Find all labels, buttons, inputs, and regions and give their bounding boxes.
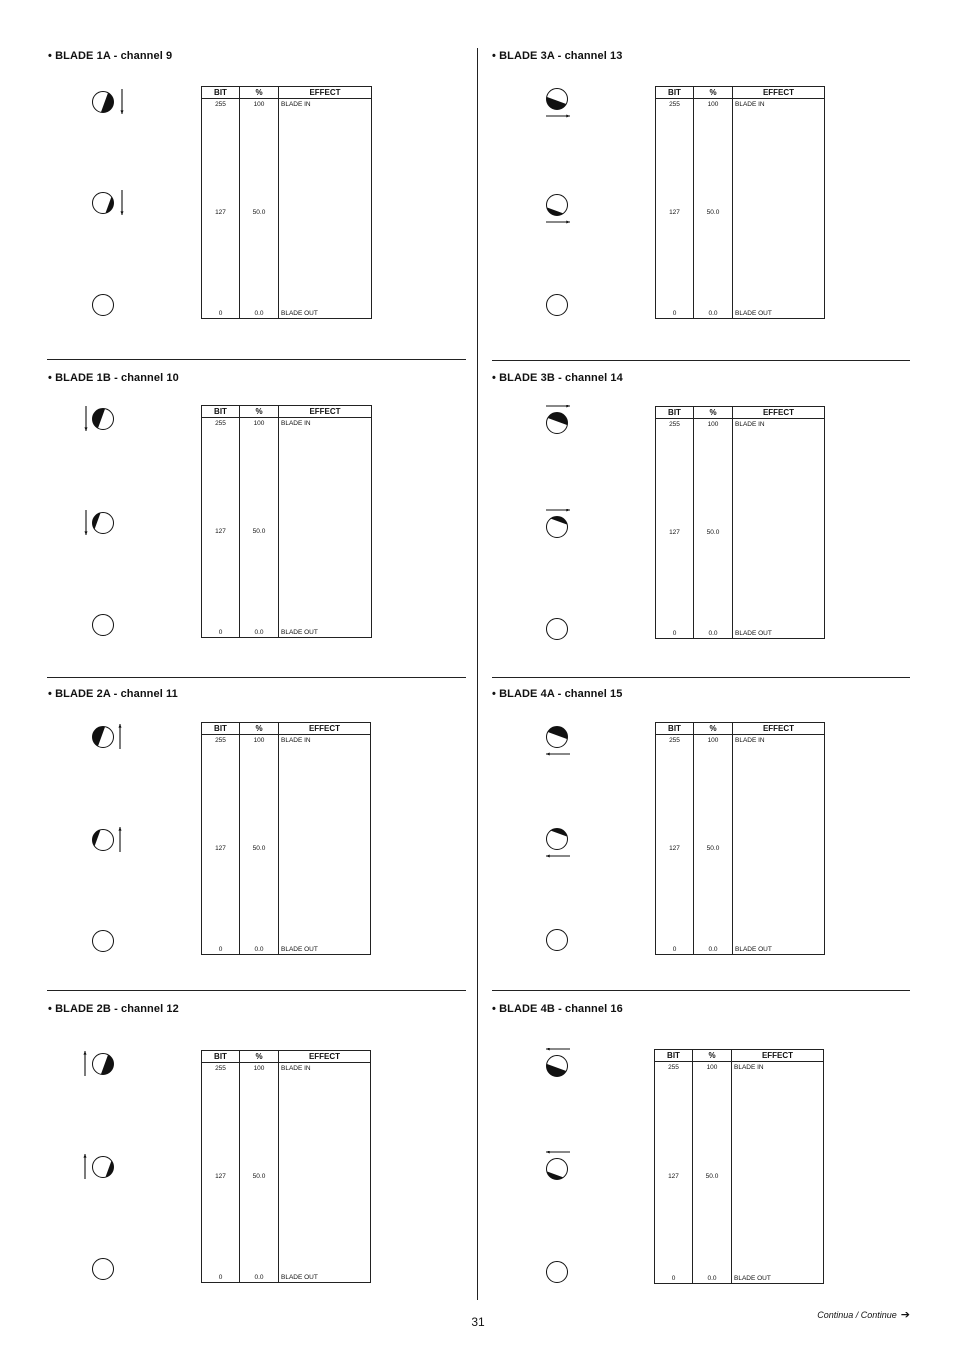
bit-value: 255 [202, 99, 240, 209]
percent-value: 100 [240, 99, 279, 209]
percent-value: 100 [694, 419, 733, 529]
blade-2b-full-icon [83, 1046, 125, 1084]
bit-value: 255 [656, 99, 694, 209]
effect-header: EFFECT [732, 1050, 824, 1062]
column-divider [477, 48, 478, 1300]
blade-1a-half-icon [83, 185, 125, 223]
blade-2a-full-icon [83, 719, 125, 757]
effect-value: BLADE IN [732, 1062, 824, 1173]
percent-value: 50.0 [694, 845, 733, 945]
bit-value: 127 [202, 528, 240, 628]
section-title: • BLADE 4A - channel 15 [492, 688, 623, 700]
section-divider [492, 360, 910, 361]
effect-value: BLADE OUT [732, 1274, 824, 1284]
table-row [202, 309, 372, 319]
blade-3b-half-icon [537, 509, 579, 547]
effect-value [733, 209, 825, 309]
percent-value: 0.0 [694, 309, 733, 319]
table-row [656, 945, 825, 955]
effect-header: EFFECT [279, 1051, 371, 1063]
bit-header: BIT [656, 407, 694, 419]
table-row [655, 1274, 824, 1284]
percent-value: 50.0 [240, 209, 279, 309]
bit-value: 127 [656, 845, 694, 945]
effect-value [732, 1173, 824, 1274]
table-row [202, 735, 371, 845]
percent-value: 0.0 [694, 629, 733, 639]
continue-link[interactable] [817, 1308, 910, 1321]
effect-value: BLADE OUT [279, 1273, 371, 1283]
section-title: • BLADE 1B - channel 10 [48, 372, 179, 384]
effect-header: EFFECT [733, 723, 825, 735]
bit-value: 0 [202, 945, 240, 955]
effect-header: EFFECT [279, 87, 372, 99]
percent-value: 50.0 [693, 1173, 732, 1274]
bit-value: 0 [656, 309, 694, 319]
effect-value: BLADE IN [279, 735, 371, 845]
effect-value [279, 1173, 371, 1273]
percent-header: % [240, 723, 279, 735]
percent-header: % [694, 723, 733, 735]
percent-value: 0.0 [240, 309, 279, 319]
bit-header: BIT [202, 406, 240, 418]
percent-value: 100 [240, 418, 279, 528]
effect-value: BLADE OUT [733, 629, 825, 639]
percent-header: % [240, 406, 279, 418]
table-row [202, 628, 372, 638]
effect-value: BLADE IN [279, 1063, 371, 1173]
bit-value: 0 [655, 1274, 693, 1284]
effect-value: BLADE OUT [279, 945, 371, 955]
table-row [656, 309, 825, 319]
effect-value [279, 528, 372, 628]
blade-2a-half-icon [83, 822, 125, 860]
blade-1b-half-icon [83, 505, 125, 543]
table-row [656, 99, 825, 209]
bit-value: 0 [202, 1273, 240, 1283]
bit-value: 255 [655, 1062, 693, 1173]
blade-4b-full-icon [537, 1048, 579, 1086]
percent-value: 50.0 [240, 1173, 279, 1273]
percent-value: 50.0 [694, 209, 733, 309]
blade-open-icon [83, 923, 125, 961]
right-arrow-icon: ➔ [900, 1309, 910, 1321]
dmx-table [201, 722, 371, 955]
percent-value: 0.0 [694, 945, 733, 955]
dmx-table [201, 86, 372, 319]
blade-open-icon [83, 287, 125, 325]
percent-value: 50.0 [240, 845, 279, 945]
bit-header: BIT [202, 723, 240, 735]
percent-value: 100 [694, 99, 733, 209]
bit-value: 0 [656, 945, 694, 955]
percent-header: % [240, 1051, 279, 1063]
table-row [202, 99, 372, 209]
table-row [656, 209, 825, 309]
table-row [202, 1173, 371, 1273]
effect-value: BLADE OUT [733, 945, 825, 955]
effect-value: BLADE IN [733, 735, 825, 845]
effect-value: BLADE OUT [279, 628, 372, 638]
bit-header: BIT [202, 1051, 240, 1063]
blade-open-icon [537, 1254, 579, 1292]
bit-value: 255 [656, 419, 694, 529]
blade-open-icon [537, 922, 579, 960]
section-title: • BLADE 3B - channel 14 [492, 372, 623, 384]
bit-value: 127 [656, 529, 694, 629]
continue-label: Continua / Continue [817, 1310, 897, 1320]
blade-1b-full-icon [83, 401, 125, 439]
bit-header: BIT [202, 87, 240, 99]
effect-value [279, 209, 372, 309]
effect-header: EFFECT [733, 87, 825, 99]
section-title: • BLADE 2B - channel 12 [48, 1003, 179, 1015]
section-divider [492, 677, 910, 678]
percent-value: 100 [240, 1063, 279, 1173]
bit-value: 0 [202, 309, 240, 319]
table-row [655, 1173, 824, 1274]
dmx-table [654, 1049, 824, 1284]
table-row [656, 735, 825, 845]
table-row [202, 1273, 371, 1283]
table-row [202, 418, 372, 528]
table-row [202, 945, 371, 955]
section-divider [492, 990, 910, 991]
effect-header: EFFECT [279, 406, 372, 418]
section-divider [47, 677, 466, 678]
section-title: • BLADE 2A - channel 11 [48, 688, 178, 700]
bit-value: 0 [202, 628, 240, 638]
percent-value: 50.0 [240, 528, 279, 628]
bit-value: 127 [202, 845, 240, 945]
percent-header: % [694, 407, 733, 419]
effect-value [279, 845, 371, 945]
bit-value: 127 [202, 1173, 240, 1273]
table-row [202, 1063, 371, 1173]
bit-value: 255 [202, 1063, 240, 1173]
bit-value: 255 [202, 735, 240, 845]
blade-1a-full-icon [83, 84, 125, 122]
dmx-table [201, 1050, 371, 1283]
section-title: • BLADE 1A - channel 9 [48, 50, 173, 62]
effect-value: BLADE IN [279, 99, 372, 209]
table-row [656, 419, 825, 529]
page-number: 31 [471, 1315, 485, 1329]
dmx-table [201, 405, 372, 638]
effect-header: EFFECT [279, 723, 371, 735]
blade-4a-half-icon [537, 821, 579, 859]
effect-value [733, 845, 825, 945]
bit-value: 127 [655, 1173, 693, 1274]
table-row [202, 845, 371, 945]
bit-value: 127 [656, 209, 694, 309]
percent-header: % [693, 1050, 732, 1062]
dmx-table [655, 722, 825, 955]
effect-value: BLADE OUT [733, 309, 825, 319]
effect-value: BLADE IN [733, 419, 825, 529]
bit-header: BIT [656, 87, 694, 99]
percent-header: % [240, 87, 279, 99]
blade-3a-half-icon [537, 187, 579, 225]
section-title: • BLADE 4B - channel 16 [492, 1003, 623, 1015]
bit-value: 0 [656, 629, 694, 639]
effect-header: EFFECT [733, 407, 825, 419]
percent-value: 50.0 [694, 529, 733, 629]
blade-4a-full-icon [537, 719, 579, 757]
table-row [655, 1062, 824, 1173]
effect-value: BLADE OUT [279, 309, 372, 319]
bit-value: 127 [202, 209, 240, 309]
percent-value: 0.0 [240, 945, 279, 955]
blade-4b-half-icon [537, 1151, 579, 1189]
section-title: • BLADE 3A - channel 13 [492, 50, 623, 62]
table-row [202, 209, 372, 309]
table-row [202, 528, 372, 628]
bit-header: BIT [655, 1050, 693, 1062]
bit-header: BIT [656, 723, 694, 735]
table-row [656, 845, 825, 945]
effect-value: BLADE IN [279, 418, 372, 528]
percent-value: 100 [693, 1062, 732, 1173]
blade-open-icon [83, 607, 125, 645]
percent-value: 0.0 [240, 628, 279, 638]
table-row [656, 629, 825, 639]
blade-3b-full-icon [537, 405, 579, 443]
percent-value: 0.0 [693, 1274, 732, 1284]
percent-value: 100 [694, 735, 733, 845]
blade-open-icon [83, 1251, 125, 1289]
section-divider [47, 990, 466, 991]
blade-2b-half-icon [83, 1149, 125, 1187]
bit-value: 255 [656, 735, 694, 845]
dmx-table [655, 406, 825, 639]
dmx-table [655, 86, 825, 319]
effect-value: BLADE IN [733, 99, 825, 209]
blade-3a-full-icon [537, 81, 579, 119]
bit-value: 255 [202, 418, 240, 528]
blade-open-icon [537, 287, 579, 325]
percent-header: % [694, 87, 733, 99]
effect-value [733, 529, 825, 629]
percent-value: 0.0 [240, 1273, 279, 1283]
blade-open-icon [537, 611, 579, 649]
section-divider [47, 359, 466, 360]
percent-value: 100 [240, 735, 279, 845]
table-row [656, 529, 825, 629]
